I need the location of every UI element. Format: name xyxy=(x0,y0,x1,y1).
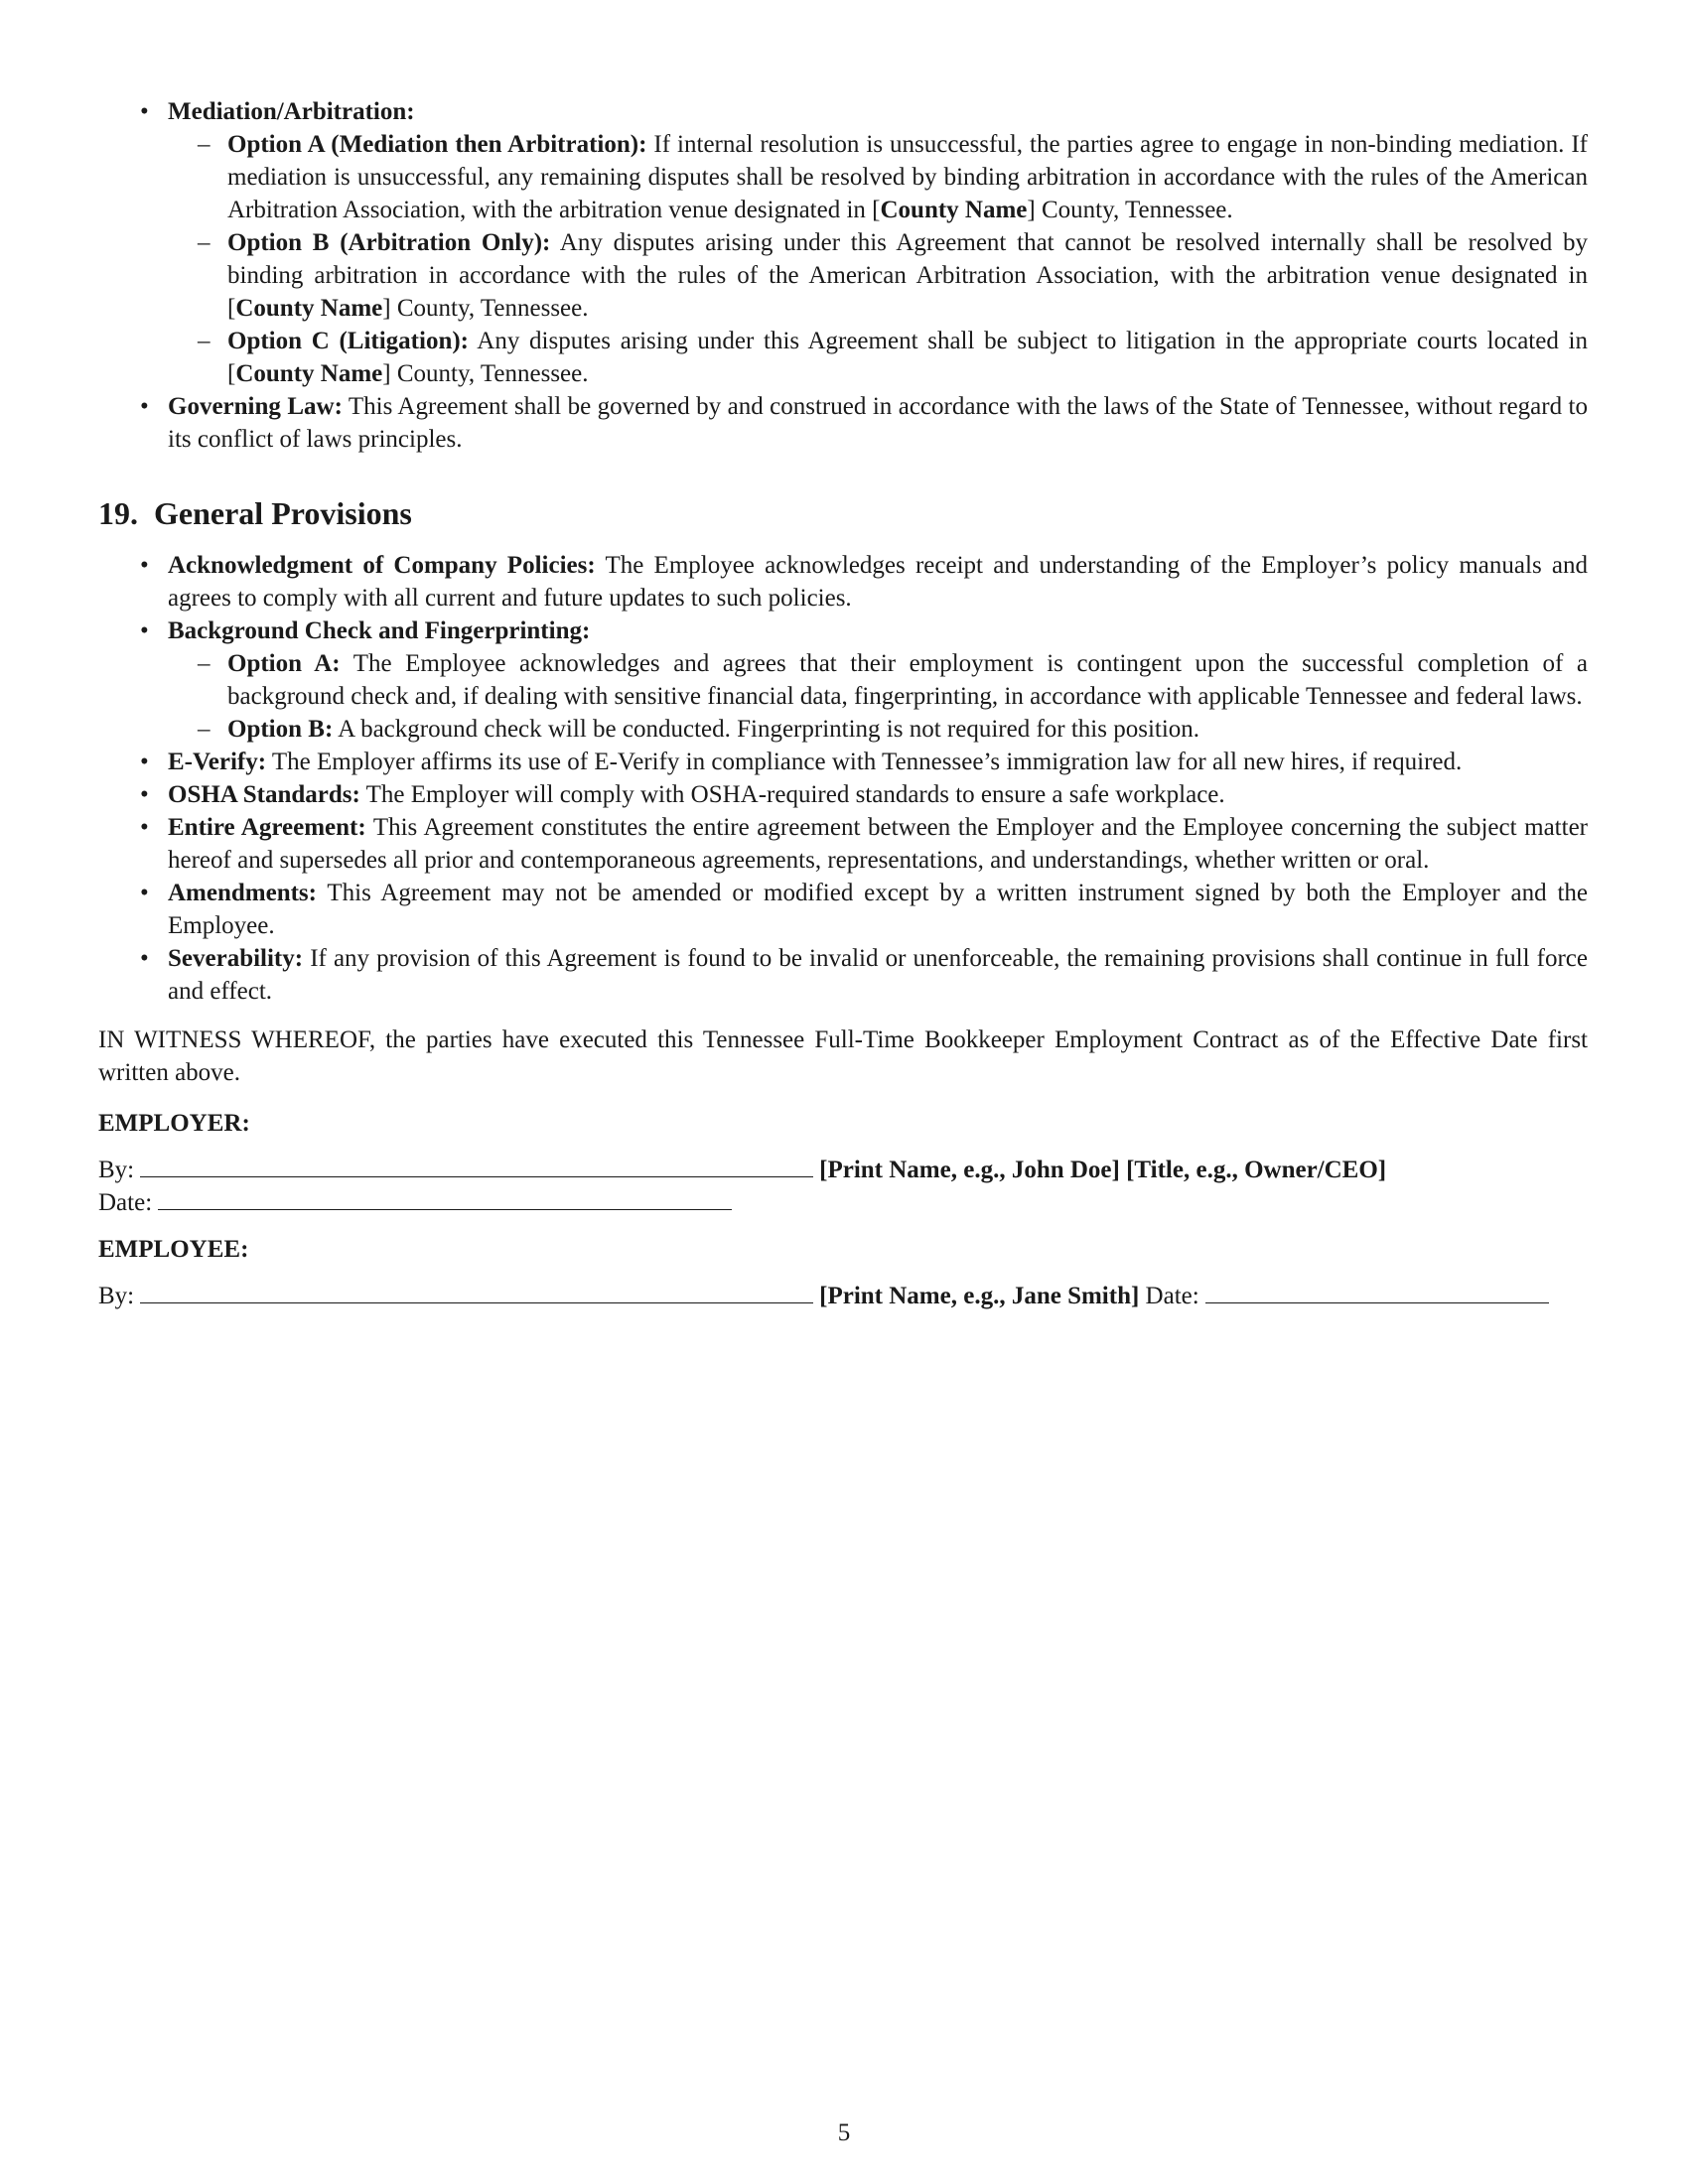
severability-label: Severability: xyxy=(168,945,304,972)
acknowledgment-text: The Employee acknowledges receipt and understanding of the Employer’s policy manuals and agrees to comply with all current and future updates to such policies. xyxy=(168,552,1588,612)
employer-heading: EMPLOYER: xyxy=(98,1110,250,1137)
employee-by-line xyxy=(98,1280,1588,1312)
option-text: Any disputes arising under this Agreement shall be subject to litigation in the appropriate courts located in [ xyxy=(227,328,1588,387)
osha-label: OSHA Standards: xyxy=(168,781,360,808)
amendments-label: Amendments: xyxy=(168,880,317,906)
by-label: By: xyxy=(98,1157,135,1183)
governing-law-item xyxy=(168,390,1588,456)
background-options-list xyxy=(168,647,1588,746)
option-text: ] County, Tennessee. xyxy=(382,295,589,322)
employee-name-placeholder: [Print Name, e.g., Jane Smith] xyxy=(819,1283,1140,1309)
option-text: The Employee acknowledges and agrees that their employment is contingent upon the successful completion of a background check and, if dealing with sensitive financial data, fingerprinting, in accordance with applicable Tennessee and federal laws. xyxy=(227,650,1588,710)
general-provisions-list xyxy=(98,549,1588,1008)
section-title: General Provisions xyxy=(154,495,412,531)
witness-clause: IN WITNESS WHEREOF, the parties have executed this Tennessee Full-Time Bookkeeper Employment Contract as of the Effective Date first written above. xyxy=(98,1026,1588,1086)
mediation-arbitration-item xyxy=(168,95,1588,390)
employer-date-field[interactable] xyxy=(158,1187,732,1210)
employer-date-line xyxy=(98,1186,1588,1219)
county-placeholder: County Name xyxy=(235,360,383,387)
everify-label: E-Verify: xyxy=(168,749,267,775)
everify-text: The Employer affirms its use of E-Verify in compliance with Tennessee’s immigration law for all new hires, if required. xyxy=(266,749,1463,775)
entire-agreement-item xyxy=(168,811,1588,877)
osha-text: The Employer will comply with OSHA-required standards to ensure a safe workplace. xyxy=(359,781,1225,808)
option-label: Option B: xyxy=(227,716,334,743)
option-text: If internal resolution is unsuccessful, the parties agree to engage in non-binding mediation. If mediation is unsuccessful, any remaining disputes shall be resolved by binding arbitration in accordance with the rules of the American Arbitration Association, with the arbitration venue designated in [ xyxy=(227,131,1588,223)
section-number: 19. xyxy=(98,495,138,531)
county-placeholder: County Name xyxy=(235,295,383,322)
county-placeholder: County Name xyxy=(880,197,1028,223)
acknowledgment-label: Acknowledgment of Company Policies: xyxy=(168,552,596,579)
severability-item xyxy=(168,942,1588,1008)
employer-by-line xyxy=(98,1154,1588,1186)
amendments-text: This Agreement may not be amended or modified except by a written instrument signed by both the Employer and the Employee. xyxy=(168,880,1588,939)
osha-item xyxy=(168,778,1588,811)
governing-law-text: This Agreement shall be governed by and construed in accordance with the laws of the State of Tennessee, without regard to its conflict of laws principles. xyxy=(168,393,1588,453)
option-label: Option A: xyxy=(227,650,341,677)
mediation-label: Mediation/Arbitration: xyxy=(168,98,415,125)
dispute-resolution-list xyxy=(98,95,1588,456)
background-check-label: Background Check and Fingerprinting: xyxy=(168,617,591,644)
severability-text: If any provision of this Agreement is found to be invalid or unenforceable, the remaining provisions shall continue in full force and effect. xyxy=(168,945,1588,1005)
mediation-option-a xyxy=(227,128,1588,226)
employee-heading: EMPLOYEE: xyxy=(98,1236,249,1263)
employer-signature-block xyxy=(98,1107,1588,1219)
document-body xyxy=(98,95,1588,1312)
option-text: Any disputes arising under this Agreement that cannot be resolved internally shall be resolved by binding arbitration in accordance with the rules of the American Arbitration Association, with the arbitration venue designated in [ xyxy=(227,229,1588,322)
employee-date-field[interactable] xyxy=(1205,1281,1549,1303)
option-text: A background check will be conducted. Fingerprinting is not required for this position. xyxy=(333,716,1200,743)
background-check-item xyxy=(168,614,1588,746)
acknowledgment-item xyxy=(168,549,1588,614)
employer-signature-field[interactable] xyxy=(140,1155,813,1177)
employee-signature-field[interactable] xyxy=(140,1281,813,1303)
employer-title-placeholder: [Title, e.g., Owner/CEO] xyxy=(1126,1157,1387,1183)
section-heading xyxy=(98,493,1588,533)
option-label: Option C (Litigation): xyxy=(227,328,469,354)
background-option-b xyxy=(227,713,1588,746)
governing-law-label: Governing Law: xyxy=(168,393,343,420)
option-label: Option B (Arbitration Only): xyxy=(227,229,551,256)
mediation-option-c xyxy=(227,325,1588,390)
option-text: ] County, Tennessee. xyxy=(382,360,589,387)
option-text: ] County, Tennessee. xyxy=(1027,197,1233,223)
mediation-option-b xyxy=(227,226,1588,325)
date-label: Date: xyxy=(98,1189,153,1216)
employee-signature-block xyxy=(98,1233,1588,1312)
entire-agreement-text: This Agreement constitutes the entire agreement between the Employer and the Employee concerning the subject matter hereof and supersedes all prior and contemporaneous agreements, representations, and understandings, whether written or oral. xyxy=(168,814,1588,874)
mediation-options-list xyxy=(168,128,1588,390)
amendments-item xyxy=(168,877,1588,942)
option-label: Option A (Mediation then Arbitration): xyxy=(227,131,647,158)
entire-agreement-label: Entire Agreement: xyxy=(168,814,366,841)
page-number: 5 xyxy=(837,2119,851,2146)
by-label: By: xyxy=(98,1283,135,1309)
background-option-a xyxy=(227,647,1588,713)
employer-name-placeholder: [Print Name, e.g., John Doe] xyxy=(819,1157,1120,1183)
everify-item xyxy=(168,746,1588,778)
date-label: Date: xyxy=(1145,1283,1199,1309)
